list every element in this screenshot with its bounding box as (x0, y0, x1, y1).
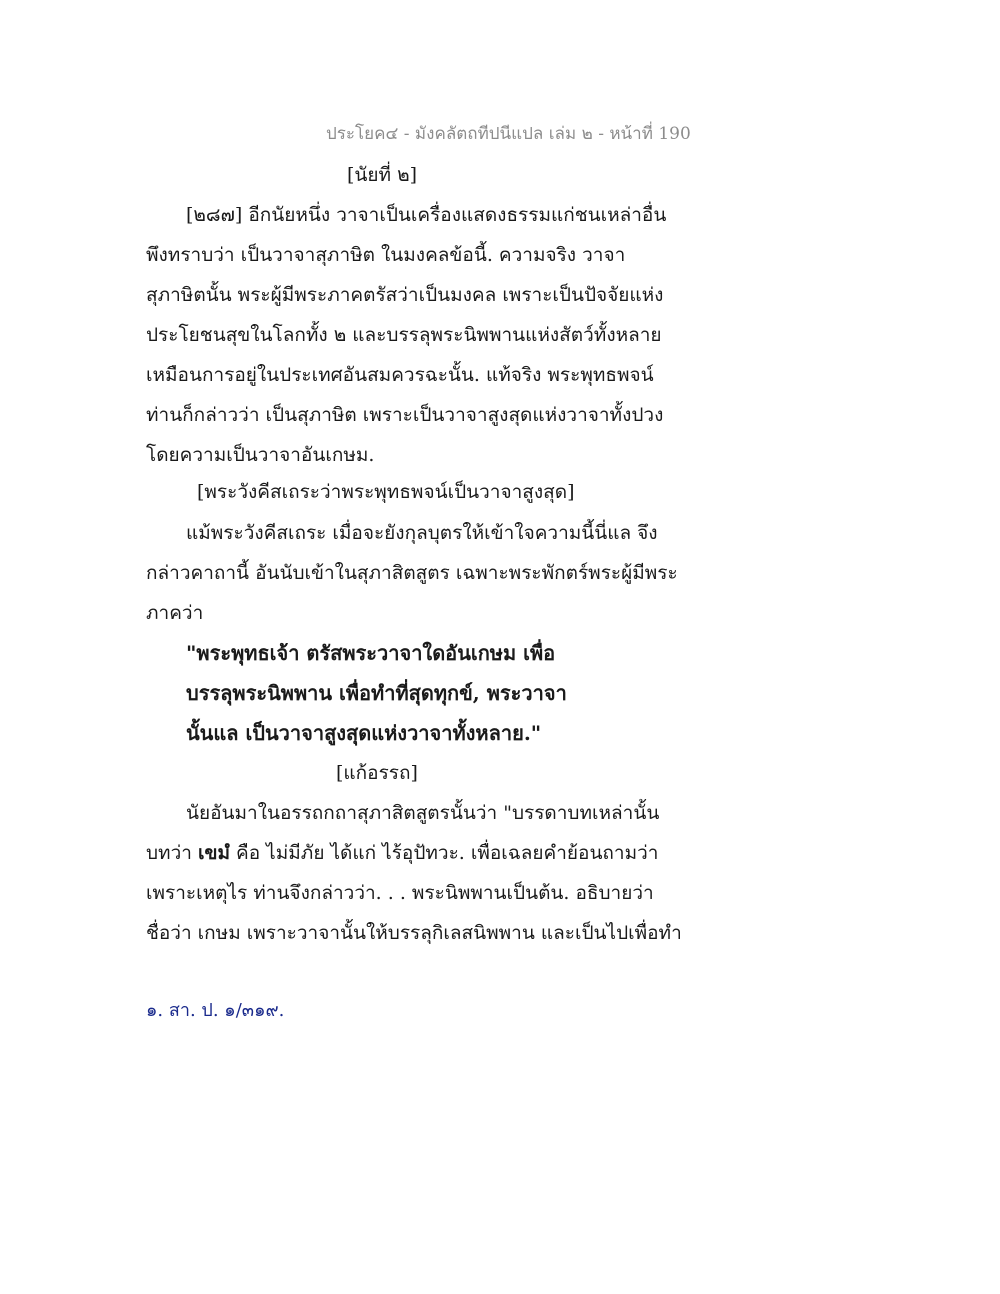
body-line: [๒๘๗] อีกนัยหนึ่ง วาจาเป็นเครื่องแสดงธรรมแก่ชนเหล่าอื่น (186, 204, 667, 226)
section-heading-naya-2: [นัยที่ ๒] (347, 164, 418, 186)
body-text: บทว่า (146, 842, 198, 864)
body-line: กล่าวคาถานี้ อันนับเข้าในสุภาสิตสูตร เฉพาะพระพักตร์พระผู้มีพระ (146, 562, 678, 584)
section-heading-vangisa: [พระวังคีสเถระว่าพระพุทธพจน์เป็นวาจาสูงสุด] (197, 481, 575, 503)
body-text: คือ ไม่มีภัย ได้แก่ ไร้อุปัทวะ. เพื่อเฉลยคำย้อนถามว่า (229, 842, 659, 864)
verse-line: "พระพุทธเจ้า ตรัสพระวาจาใดอันเกษม เพื่อ (186, 641, 556, 665)
body-line (146, 844, 658, 863)
body-line: เพราะเหตุไร ท่านจึงกล่าวว่า. . . พระนิพพานเป็นต้น. อธิบายว่า (146, 882, 654, 904)
body-line: ประโยชนสุขในโลกทั้ง ๒ และบรรลุพระนิพพานแห่งสัตว์ทั้งหลาย (146, 324, 662, 346)
body-line: ภาคว่า (146, 602, 204, 624)
body-line: สุภาษิตนั้น พระผู้มีพระภาคตรัสว่าเป็นมงคล เพราะเป็นปัจจัยแห่ง (146, 284, 664, 306)
body-line: ท่านก็กล่าวว่า เป็นสุภาษิต เพราะเป็นวาจาสูงสุดแห่งวาจาทั้งปวง (146, 404, 664, 426)
page-header: ประโยค๔ - มังคลัตถทีปนีแปล เล่ม ๒ - หน้าที่ 190 (326, 124, 691, 144)
body-line: แม้พระวังคีสเถระ เมื่อจะยังกุลบุตรให้เข้าใจความนี้นี่แล จึง (186, 522, 658, 544)
body-line: นัยอันมาในอรรถกถาสุภาสิตสูตรนั้นว่า "บรรดาบทเหล่านั้น (186, 802, 660, 824)
verse-line: บรรลุพระนิพพาน เพื่อทำที่สุดทุกข์, พระวาจา (186, 681, 567, 705)
bold-term: เขมํ (197, 842, 230, 864)
body-line: พึงทราบว่า เป็นวาจาสุภาษิต ในมงคลข้อนี้. ความจริง วาจา (146, 244, 626, 266)
section-heading-commentary: [แก้อรรถ] (336, 762, 418, 784)
body-line: ชื่อว่า เกษม เพราะวาจานั้นให้บรรลุกิเลสนิพพาน และเป็นไปเพื่อทำ (146, 922, 682, 944)
footnote: ๑. สา. ป. ๑/๓๑๙. (146, 1000, 285, 1021)
body-line: โดยความเป็นวาจาอันเกษม. (146, 444, 375, 466)
body-line: เหมือนการอยู่ในประเทศอันสมควรฉะนั้น. แท้จริง พระพุทธพจน์ (146, 364, 654, 386)
verse-line: นั้นแล เป็นวาจาสูงสุดแห่งวาจาทั้งหลาย." (186, 721, 542, 745)
